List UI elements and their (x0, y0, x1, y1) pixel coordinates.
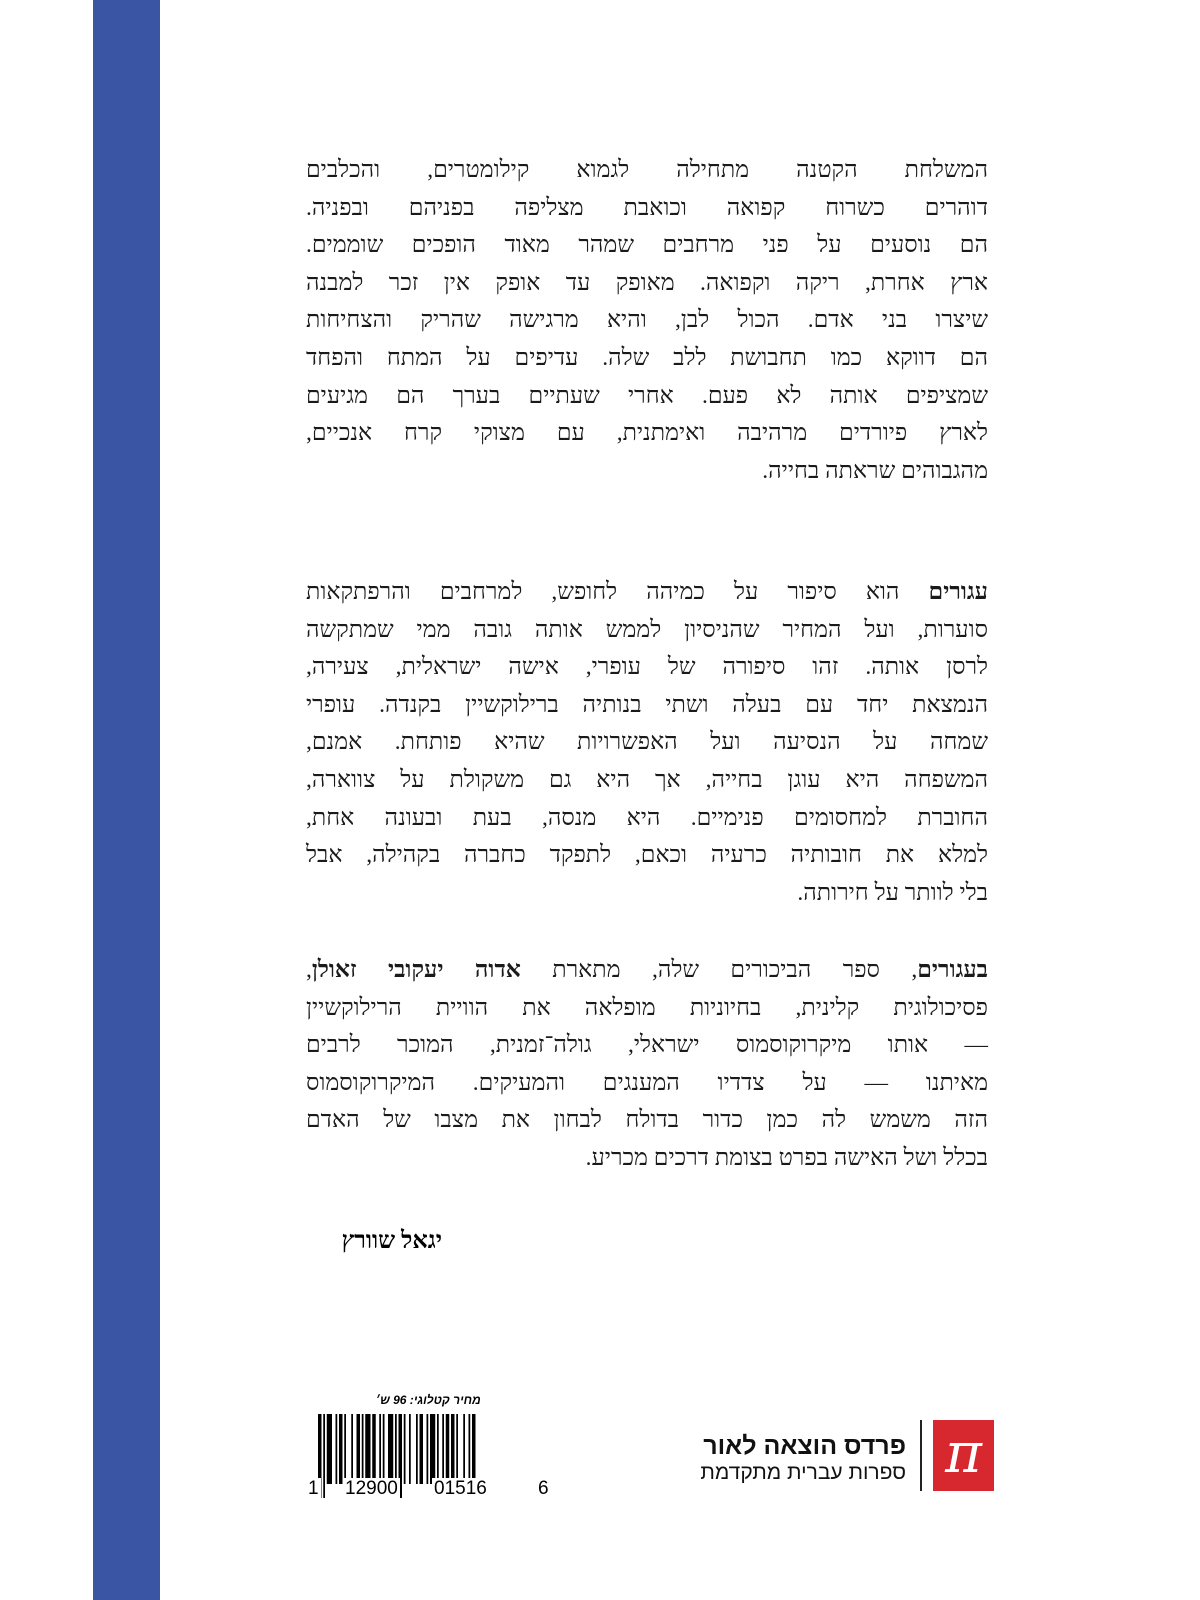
catalog-price: מחיר קטלוגי: 96 ש׳ (375, 1393, 481, 1407)
text-line (306, 990, 988, 1028)
barcode-bar (362, 1414, 364, 1484)
text-line (306, 1027, 988, 1065)
text-run: מהגבוהים שראתה בחייה. (762, 457, 988, 484)
barcode-bar (404, 1414, 406, 1484)
text-run: לארץ פיורדים מרהיבה ואימתנית, עם מצוקי קרח אנכיים, (306, 420, 988, 447)
barcode-bar (430, 1414, 435, 1484)
barcode-bar (442, 1414, 444, 1484)
barcode-bar (323, 1414, 325, 1498)
text-line (306, 190, 988, 228)
text-line (306, 574, 988, 612)
barcode-bar (365, 1414, 370, 1484)
publisher-tagline: ספרות עברית מתקדמת (700, 1461, 906, 1484)
barcode-bar (463, 1414, 465, 1484)
barcode-bar (446, 1414, 450, 1484)
barcode-digit-right: 6 (538, 1478, 549, 1499)
text-run: — אותו מיקרוקוסמוס ישראלי, גולה־זמנית, המוכר לרבים (306, 1032, 988, 1059)
text-run: ארץ אחרת, ריקה וקפואה. מאופק עד אופק אין זכר למבנה (306, 269, 988, 296)
text-run: הם נוסעים על פני מרחבים שמהר מאוד הופכים שוממים. (306, 232, 988, 259)
text-run: שיצרו בני אדם. הכול לבן, והיא מרגישה שהריק והצחיחות (306, 307, 988, 334)
text-run: דוהרים כשרוח קפואה וכואבת מצליפה בפניהם ובפניה. (306, 194, 988, 221)
text-line (306, 265, 988, 303)
text-line (306, 875, 988, 913)
text-run: בלי לוותר על חירותה. (797, 879, 988, 906)
text-run: הם דווקא כמו תחבושת ללב שלה. עדיפים על המתח והפחד (306, 344, 988, 371)
text-line (306, 152, 988, 190)
bold-text: אדוה יעקובי זאולן (311, 957, 521, 983)
text-line (306, 415, 988, 453)
barcode-bar (451, 1414, 455, 1484)
text-run: למלא את חובותיה כרעיה וכאם, לתפקד כחברה בקהילה, אבל (306, 842, 988, 869)
barcode-bar (351, 1414, 353, 1484)
barcode-bar (420, 1414, 424, 1484)
paragraph-summary (306, 574, 988, 912)
logo-divider (920, 1420, 922, 1491)
text-run: בכלל ושל האישה בפרט בצומת דרכים מכריע. (585, 1144, 988, 1171)
text-run: הנמצאת יחד עם בעלה ושתי בנותיה ברילוקשיין בקנדה. עופרי (306, 691, 988, 718)
text-run: , (306, 957, 312, 983)
text-line (306, 1102, 988, 1140)
barcode-bar (427, 1414, 429, 1484)
text-line (306, 762, 988, 800)
book-spine (93, 0, 160, 1600)
barcode-bar (339, 1414, 343, 1484)
barcode-bar (357, 1414, 361, 1484)
text-run: המשפחה היא עוגן בחייה, אך היא גם משקולת על צווארה, (306, 766, 988, 793)
text-line (306, 649, 988, 687)
text-line (306, 302, 988, 340)
barcode-digit-left: 1 (308, 1478, 319, 1499)
barcode-bar (327, 1414, 332, 1484)
paragraph-excerpt (306, 152, 988, 490)
reviewer-signature: יגאל שוורץ (341, 1228, 442, 1254)
paragraph-review (306, 952, 988, 1178)
publisher-logo-icon: π (933, 1420, 994, 1491)
text-line (306, 952, 988, 990)
barcode-bar (395, 1414, 397, 1484)
text-line (306, 612, 988, 650)
text-run: מאיתנו — על צדדיו המענגים והמעיקים. המיקרוקוסמוס (306, 1069, 988, 1096)
barcode-digits-2: 01516 (434, 1478, 487, 1499)
text-run: החוברת למחסומים פנימיים. היא מנסה, בעת ובעונה אחת, (306, 804, 988, 831)
text-line (306, 453, 988, 491)
barcode-bar (416, 1414, 418, 1484)
barcode-bar (344, 1414, 346, 1484)
barcode-bar (437, 1414, 439, 1484)
barcode-bar (383, 1414, 385, 1484)
barcode-bar (409, 1414, 411, 1484)
text-run: הזה משמש לה כמן כדור בדולח לבחון את מצבו של האדם (306, 1107, 988, 1134)
text-run: הוא סיפור על כמיהה לחופש, למרחבים והרפתקאות (306, 579, 929, 605)
bold-text: עגורים (928, 579, 988, 605)
barcode-bar (456, 1414, 458, 1484)
text-line (306, 687, 988, 725)
text-line (306, 1140, 988, 1178)
text-run: לרסן אותה. זהו סיפורה של עופרי, אישה ישראלית, צעירה, (306, 654, 988, 681)
barcode-digits-1: 12900 (345, 1478, 398, 1499)
text-run: , ספר הביכורים שלה, מתארת (520, 957, 918, 983)
text-line (306, 227, 988, 265)
text-run: שמציפים אותה לא פעם. אחרי שעתיים בערך הם מגיעים (306, 382, 988, 409)
text-line (306, 800, 988, 838)
barcode-bar (336, 1414, 338, 1484)
text-line (306, 837, 988, 875)
text-run: סוערות, ועל המחיר שהניסיון לממש אותה גובה ממי שמתקשה (306, 616, 988, 643)
text-line (306, 340, 988, 378)
bold-text: בעגורים (917, 957, 988, 983)
publisher-block (700, 1432, 906, 1486)
publisher-name: פרדס הוצאה לאור (703, 1432, 906, 1460)
text-run: שמחה על הנסיעה ועל האפשרויות שהיא פותחת. אמנם, (306, 729, 988, 756)
text-line (306, 1065, 988, 1103)
text-line (306, 378, 988, 416)
text-line (306, 724, 988, 762)
text-run: המשלחת הקטנה מתחילה לגמוא קילומטרים, והכלבים (306, 157, 988, 183)
text-run: פסיכולוגית קלינית, בחיוניות מופלאה את הוויית הרילוקשיין (306, 994, 988, 1021)
barcode-bar (388, 1414, 393, 1484)
barcode-bar (379, 1414, 381, 1484)
barcode-bar (372, 1414, 376, 1484)
